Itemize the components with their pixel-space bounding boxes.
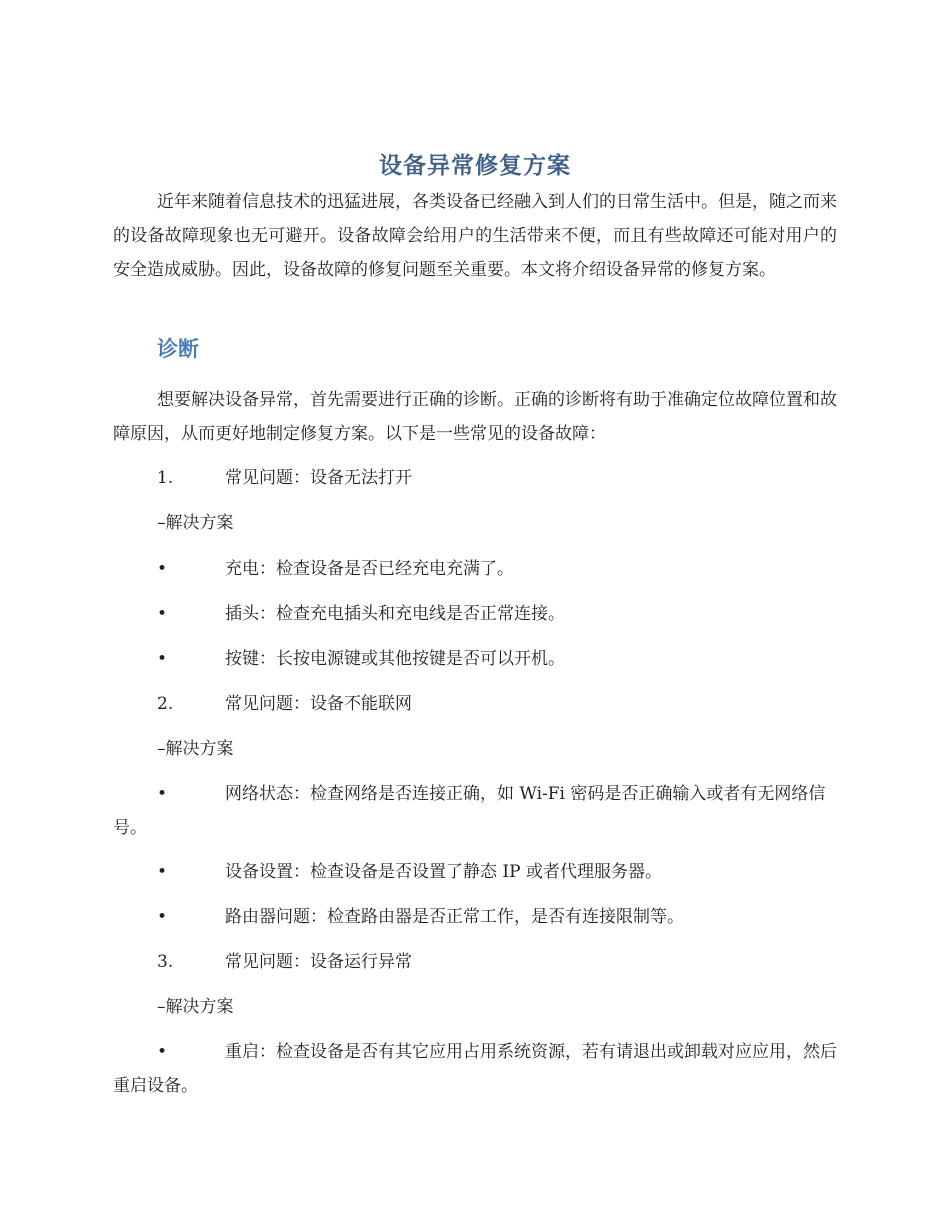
problem-title: 常见问题：设备无法打开	[225, 468, 412, 488]
problem-number: 1.	[157, 468, 174, 488]
bullet-icon: •	[157, 1042, 168, 1062]
bullet-icon: •	[157, 649, 168, 669]
list-item	[157, 554, 514, 584]
list-item-text: 按键：长按电源键或其他按键是否可以开机。	[225, 649, 565, 669]
list-item-text: 路由器问题：检查路由器是否正常工作，是否有连接限制等。	[225, 907, 684, 927]
section-paragraph: 想要解决设备异常，首先需要进行正确的诊断。正确的诊断将有助于准确定位故障位置和故障原因，从而更好地制定修复方案。以下是一些常见的设备故障：	[113, 390, 837, 444]
list-item	[113, 1035, 837, 1103]
problem-1	[157, 463, 412, 493]
intro-paragraph: 近年来随着信息技术的迅猛进展，各类设备已经融入到人们的日常生活中。但是，随之而来的设备故障现象也无可避开。设备故障会给用户的生活带来不便，而且有些故障还可能对用户的安全造成威胁。因此，设备故障的修复问题至关重要。本文将介绍设备异常的修复方案。	[113, 192, 837, 280]
problem-title: 常见问题：设备不能联网	[225, 694, 412, 714]
section-heading: 诊断	[157, 337, 199, 361]
bullet-icon: •	[157, 604, 168, 624]
problem-number: 2.	[157, 694, 174, 714]
list-item	[113, 777, 837, 845]
problem-3	[157, 947, 412, 977]
solution-label: –解决方案	[157, 513, 234, 533]
list-item	[157, 902, 684, 932]
bullet-icon: •	[157, 559, 168, 579]
bullet-icon: •	[157, 862, 168, 882]
list-item	[157, 599, 565, 629]
list-item-text: 插头：检查充电插头和充电线是否正常连接。	[225, 604, 565, 624]
list-item-text: 重启：检查设备是否有其它应用占用系统资源，若有请退出或卸载对应应用，然后重启设备。	[113, 1042, 837, 1096]
list-item-text: 设备设置：检查设备是否设置了静态 IP 或者代理服务器。	[225, 862, 662, 882]
list-item	[157, 644, 565, 674]
problem-number: 3.	[157, 952, 174, 972]
bullet-icon: •	[157, 907, 168, 927]
problem-2	[157, 689, 412, 719]
solution-label: –解决方案	[157, 997, 234, 1017]
list-item-text: 充电：检查设备是否已经充电充满了。	[225, 559, 514, 579]
list-item	[157, 857, 662, 887]
problem-title: 常见问题：设备运行异常	[225, 952, 412, 972]
bullet-icon: •	[157, 784, 168, 804]
solution-label: –解决方案	[157, 739, 234, 759]
list-item-text: 网络状态：检查网络是否连接正确，如 Wi-Fi 密码是否正确输入或者有无网络信号。	[113, 784, 826, 838]
document-title: 设备异常修复方案	[379, 153, 571, 179]
